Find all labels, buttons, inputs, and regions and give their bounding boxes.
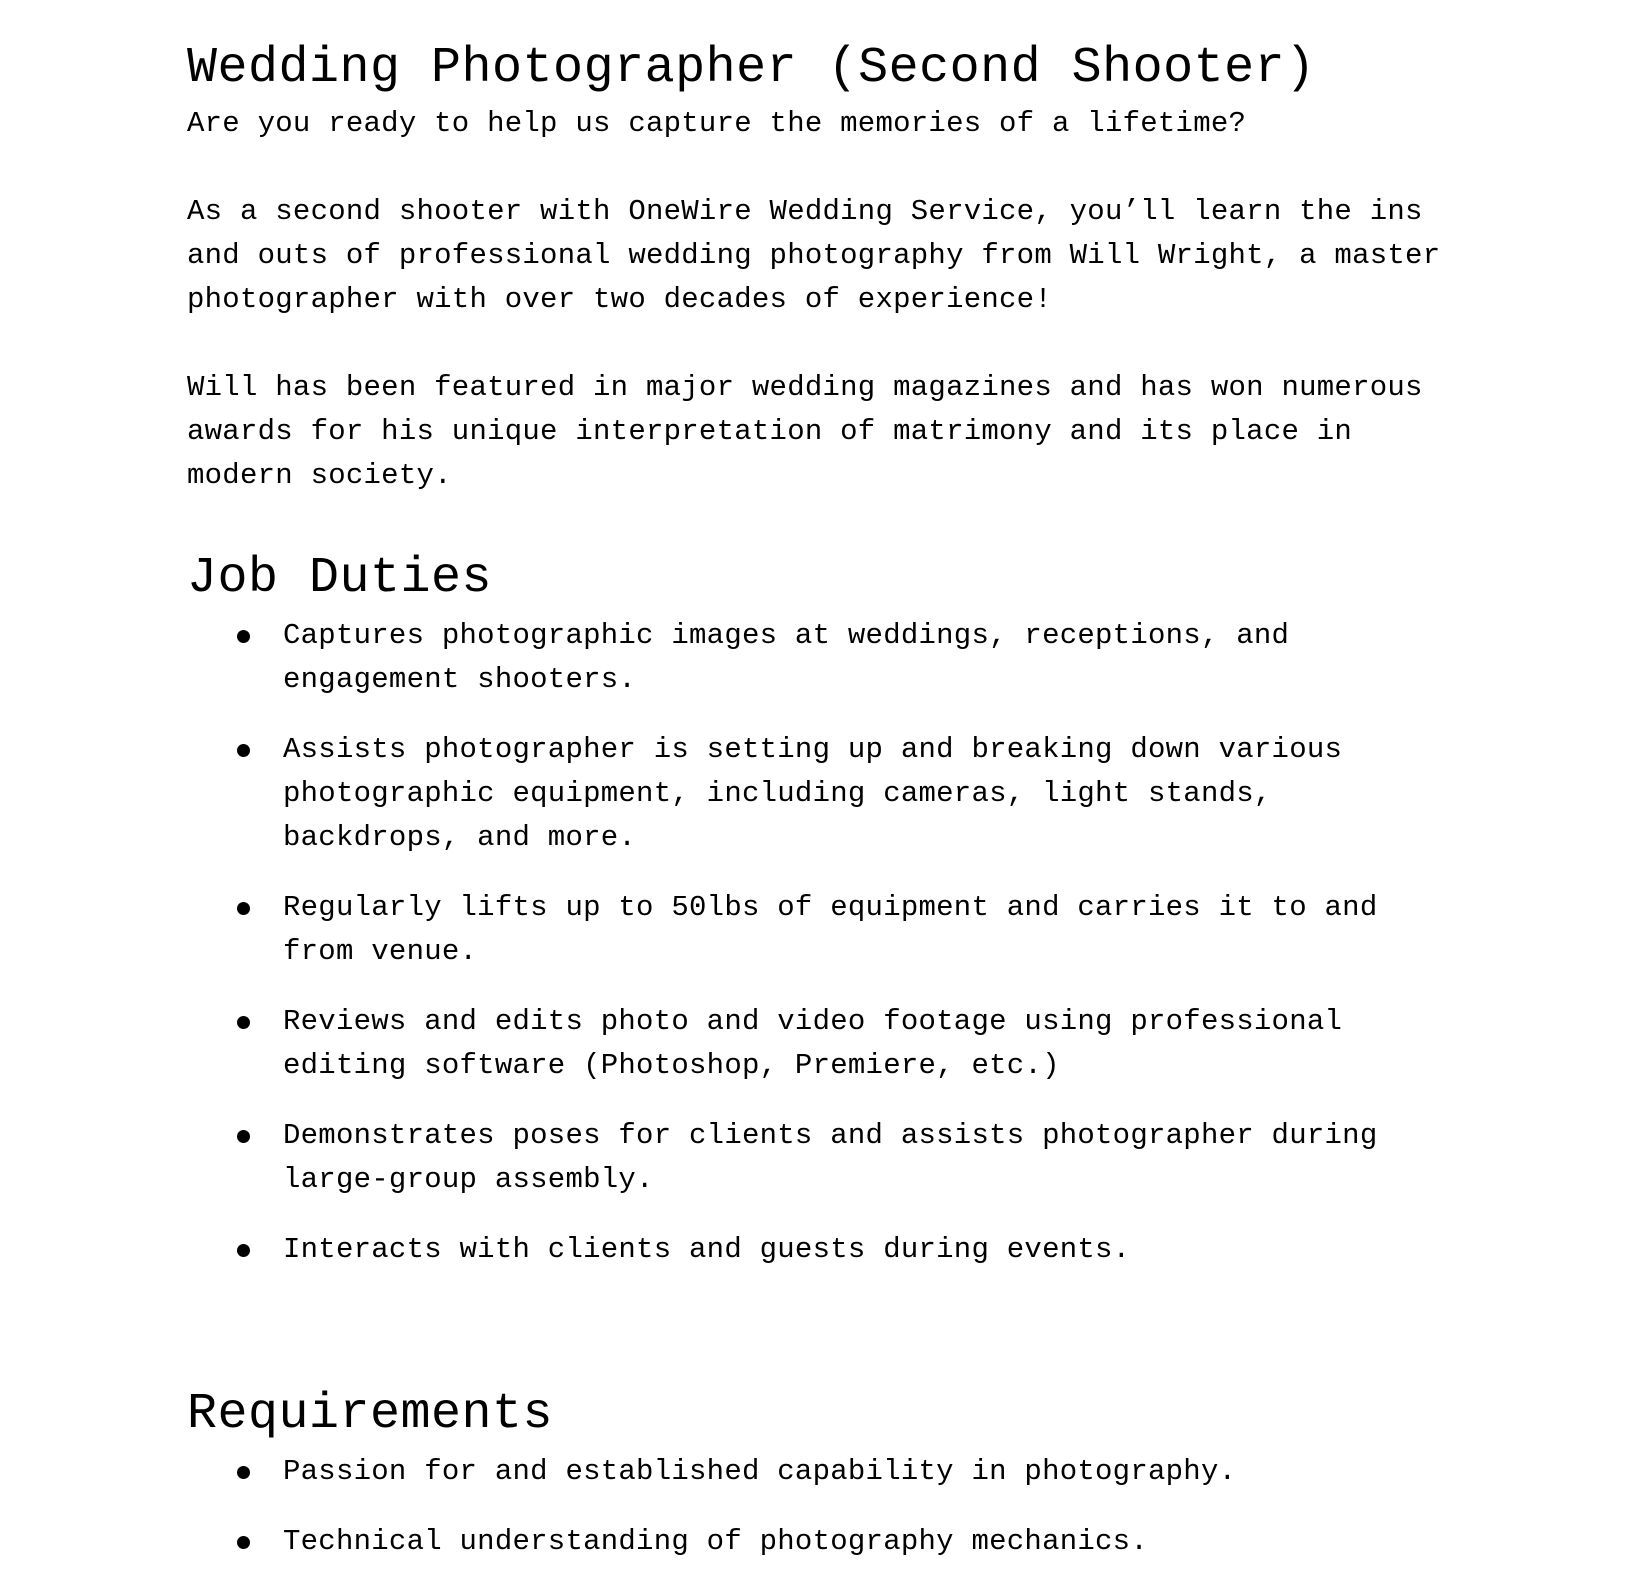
- tagline: Are you ready to help us capture the memories of a lifetime?: [187, 107, 1247, 140]
- bullet-icon: [237, 1130, 250, 1143]
- job-duties-list: [187, 614, 1447, 1272]
- requirements-heading: Requirements: [187, 1386, 554, 1443]
- list-item: [187, 1450, 1447, 1494]
- list-item-text: Technical understanding of photography mechanics.: [283, 1525, 1148, 1558]
- bullet-icon: [237, 1016, 250, 1029]
- job-duties-heading: Job Duties: [187, 550, 493, 607]
- bullet-icon: [237, 1244, 250, 1257]
- bullet-icon: [237, 630, 250, 643]
- page-title: Wedding Photographer (Second Shooter): [187, 40, 1316, 97]
- list-item: [187, 1228, 1447, 1272]
- list-item: [187, 886, 1447, 974]
- list-item: [187, 614, 1447, 702]
- job-posting: [187, 38, 1447, 1590]
- requirements-list: [187, 1450, 1447, 1564]
- bullet-icon: [237, 1466, 250, 1479]
- list-item-text: Demonstrates poses for clients and assists photographer during large-group assembly.: [283, 1119, 1378, 1196]
- list-item: [187, 1520, 1447, 1564]
- list-item-text: Passion for and established capability in photography.: [283, 1455, 1237, 1488]
- featured-paragraph: Will has been featured in major wedding magazines and has won numerous awards for his unique interpretation of matrimony and its place in modern society.: [187, 371, 1423, 492]
- bullet-icon: [237, 1536, 250, 1549]
- intro-paragraph: As a second shooter with OneWire Wedding Service, you’ll learn the ins and outs of professional wedding photography from Will Wright, a master photographer with over two decades of experience!: [187, 195, 1441, 316]
- list-item: [187, 1000, 1447, 1088]
- list-item: [187, 1114, 1447, 1202]
- list-item: [187, 728, 1447, 860]
- list-item-text: Captures photographic images at weddings, receptions, and engagement shooters.: [283, 619, 1290, 696]
- list-item-text: Regularly lifts up to 50lbs of equipment and carries it to and from venue.: [283, 891, 1378, 968]
- bullet-icon: [237, 902, 250, 915]
- list-item-text: Interacts with clients and guests during events.: [283, 1233, 1131, 1266]
- list-item-text: Reviews and edits photo and video footage using professional editing software (Photoshop, Premiere, etc.): [283, 1005, 1343, 1082]
- list-item-text: Assists photographer is setting up and breaking down various photographic equipment, including cameras, light stands, backdrops, and more.: [283, 733, 1343, 854]
- bullet-icon: [237, 744, 250, 757]
